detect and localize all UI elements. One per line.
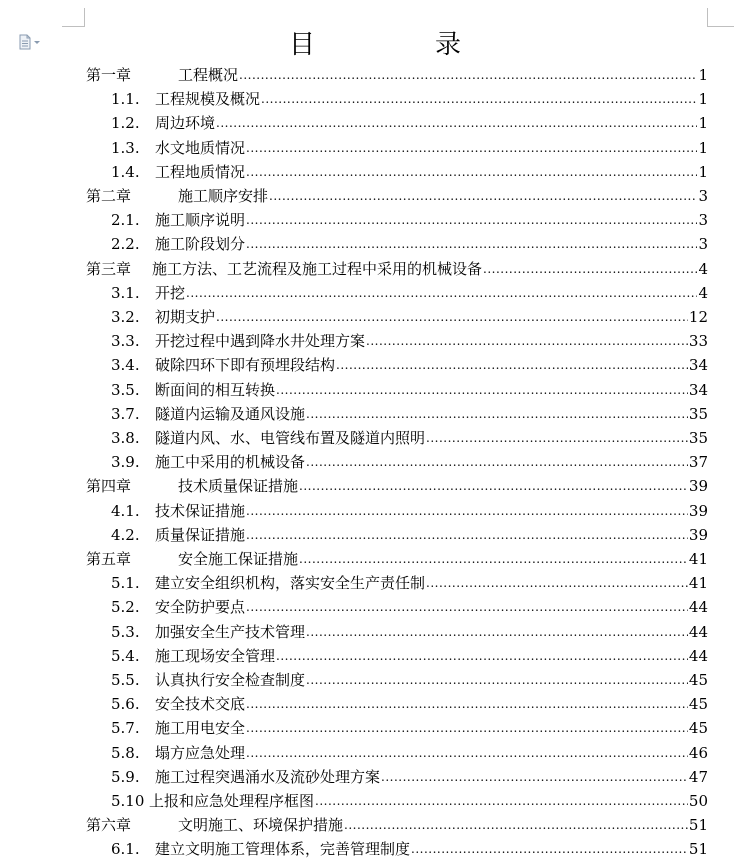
toc-dot-leader xyxy=(276,647,688,662)
toc-dot-leader xyxy=(344,816,688,831)
toc-entry-number: 1.1. xyxy=(111,90,140,109)
toc-entry-page: 41 xyxy=(688,574,708,593)
toc-entry-number: 第四章 xyxy=(86,477,132,496)
crop-mark-left xyxy=(62,8,85,27)
toc-entry-page: 1 xyxy=(698,138,708,157)
toc-section-entry[interactable] xyxy=(111,692,708,716)
toc-section-entry[interactable] xyxy=(111,281,708,305)
toc-entry-title: 上报和应急处理程序框图 xyxy=(149,792,315,810)
toc-section-entry[interactable] xyxy=(111,111,708,135)
toc-entry-number: 第一章 xyxy=(86,66,132,84)
toc-entry-title: 施工中采用的机械设备 xyxy=(155,453,306,472)
toc-entry-page: 45 xyxy=(688,671,708,689)
toc-entry-number: 4.2. xyxy=(111,525,140,544)
toc-dot-leader xyxy=(366,332,688,347)
toc-entry-number: 5.2. xyxy=(111,598,140,617)
toc-entry-page: 35 xyxy=(688,404,708,423)
toc-entry-page: 1 xyxy=(698,114,708,133)
toc-entry-title: 工程地质情况 xyxy=(155,162,246,181)
toc-chapter-entry[interactable] xyxy=(86,257,708,281)
toc-entry-page: 46 xyxy=(688,743,708,762)
toc-entry-number: 3.3. xyxy=(111,332,140,351)
toc-entry-page: 51 xyxy=(688,840,708,859)
toc-dot-leader xyxy=(239,66,697,81)
toc-entry-page: 33 xyxy=(688,332,708,351)
toc-section-entry[interactable] xyxy=(111,353,708,377)
toc-dot-leader xyxy=(336,356,688,371)
crop-mark-right xyxy=(707,8,734,27)
toc-entry-page: 51 xyxy=(688,816,708,835)
toc-entry-number: 5.6. xyxy=(111,695,140,714)
toc-entry-title: 断面间的相互转换 xyxy=(155,380,276,399)
toc-entry-title: 加强安全生产技术管理 xyxy=(155,622,306,641)
toc-entry-page: 45 xyxy=(688,695,708,714)
toc-entry-title: 隧道内运输及通风设施 xyxy=(155,404,306,423)
toc-entry-page: 12 xyxy=(688,308,708,326)
toc-section-entry[interactable] xyxy=(111,499,708,523)
toc-entry-number: 2.2. xyxy=(111,235,140,254)
toc-entry-page: 47 xyxy=(688,767,708,786)
toc-dot-leader xyxy=(261,90,697,105)
toc-entry-title: 隧道内风、水、电管线布置及隧道内照明 xyxy=(155,429,426,447)
toc-section-entry[interactable] xyxy=(111,208,708,232)
toc-entry-page: 39 xyxy=(688,501,708,520)
toc-entry-title: 安全施工保证措施 xyxy=(178,550,299,568)
toc-dot-leader xyxy=(426,429,688,444)
toc-entry-number: 第三章 xyxy=(86,259,132,278)
toc-entry-title: 技术质量保证措施 xyxy=(178,477,299,496)
toc-chapter-entry[interactable] xyxy=(86,813,708,837)
toc-entry-title: 施工过程突遇涌水及流砂处理方案 xyxy=(155,767,381,786)
toc-entry-page: 45 xyxy=(688,719,708,738)
toc-dot-leader xyxy=(483,260,697,275)
toc-section-entry[interactable] xyxy=(111,837,708,861)
toc-entry-number: 6.1. xyxy=(111,840,140,859)
toc-entry-number: 3.9. xyxy=(111,453,140,472)
toc-entry-number: 3.2. xyxy=(111,308,140,326)
toc-entry-title: 工程概况 xyxy=(178,66,239,84)
toc-dot-leader xyxy=(246,211,697,226)
toc-entry-number: 4.1. xyxy=(111,501,140,520)
toc-section-entry[interactable] xyxy=(111,620,708,644)
toc-chapter-entry[interactable] xyxy=(86,474,708,498)
toc-entry-number: 1.4. xyxy=(111,162,140,181)
toc-entry-number: 第二章 xyxy=(86,187,132,205)
toc-entry-number: 3.5. xyxy=(111,380,140,399)
toc-chapter-entry[interactable] xyxy=(86,547,708,571)
toc-dot-leader xyxy=(246,163,697,178)
toc-dot-leader xyxy=(306,671,688,686)
toc-dot-leader xyxy=(315,792,688,807)
toc-entry-page: 34 xyxy=(688,380,708,399)
toc-entry-title: 文明施工、环境保护措施 xyxy=(178,816,344,835)
toc-section-entry[interactable] xyxy=(111,232,708,256)
toc-entry-title: 施工现场安全管理 xyxy=(155,646,276,665)
toc-dot-leader xyxy=(246,235,697,250)
toc-entry-page: 44 xyxy=(688,598,708,617)
toc-section-entry[interactable] xyxy=(111,450,708,474)
toc-entry-title: 破除四环下即有预埋段结构 xyxy=(155,356,336,375)
toc-dot-leader xyxy=(246,695,688,710)
toc-section-entry[interactable] xyxy=(111,741,708,765)
toc-entry-title: 施工方法、工艺流程及施工过程中采用的机械设备 xyxy=(152,259,483,278)
toc-entry-page: 37 xyxy=(688,453,708,472)
toc-section-entry[interactable] xyxy=(111,402,708,426)
toc-dot-leader xyxy=(299,550,688,565)
toc-entry-number: 2.1. xyxy=(111,211,140,230)
toc-dot-leader xyxy=(276,381,688,396)
toc-entry-title: 开挖过程中遇到降水井处理方案 xyxy=(155,332,366,351)
toc-section-entry[interactable] xyxy=(111,160,708,184)
toc-section-entry[interactable] xyxy=(111,426,708,450)
toc-entry-number: 3.8. xyxy=(111,429,140,447)
toc-entry-number: 第六章 xyxy=(86,816,132,835)
toc-entry-page: 39 xyxy=(688,525,708,544)
toc-entry-number: 1.2. xyxy=(111,114,140,133)
toc-dot-leader xyxy=(246,719,688,734)
toc-section-entry[interactable] xyxy=(111,716,708,740)
toc-section-entry[interactable] xyxy=(111,765,708,789)
toc-title xyxy=(0,28,750,62)
toc-section-entry[interactable] xyxy=(111,595,708,619)
toc-entry-page: 50 xyxy=(688,792,708,810)
toc-entry-number: 3.1. xyxy=(111,283,140,302)
toc-entry-title: 周边环境 xyxy=(155,114,216,133)
toc-entry-title: 质量保证措施 xyxy=(155,525,246,544)
toc-section-entry[interactable] xyxy=(111,378,708,402)
toc-entry-title: 工程规模及概况 xyxy=(155,90,261,109)
toc-entry-title: 水文地质情况 xyxy=(155,138,246,157)
toc-entry-number: 3.4. xyxy=(111,356,140,375)
toc-entry-number: 5.8. xyxy=(111,743,140,762)
toc-entry-page: 44 xyxy=(688,646,708,665)
toc-chapter-entry[interactable] xyxy=(86,63,708,87)
toc-entry-title: 安全技术交底 xyxy=(155,695,246,714)
toc-entry-page: 3 xyxy=(698,187,708,205)
toc-entry-title: 认真执行安全检查制度 xyxy=(155,671,306,689)
toc-section-entry[interactable] xyxy=(111,523,708,547)
toc-entry-title: 开挖 xyxy=(155,283,186,302)
toc-title-right: 录 xyxy=(435,30,462,60)
toc-entry-number: 3.7. xyxy=(111,404,140,423)
toc-dot-leader xyxy=(246,744,688,759)
toc-dot-leader xyxy=(381,768,688,783)
toc-entry-page: 1 xyxy=(698,162,708,181)
toc-entry-page: 35 xyxy=(688,429,708,447)
toc-dot-leader xyxy=(306,405,688,420)
toc-section-entry[interactable] xyxy=(111,329,708,353)
toc-entry-page: 4 xyxy=(698,259,708,278)
toc-entry-number: 5.10 xyxy=(111,792,145,810)
toc-entry-title: 初期支护 xyxy=(155,308,216,326)
toc-entry-number: 5.4. xyxy=(111,646,140,665)
toc-entry-page: 39 xyxy=(688,477,708,496)
toc-dot-leader xyxy=(246,526,688,541)
toc-entry-number: 5.1. xyxy=(111,574,140,593)
toc-entry-page: 3 xyxy=(698,211,708,230)
toc-dot-leader xyxy=(299,477,688,492)
toc-entry-page: 1 xyxy=(698,66,708,84)
toc-entry-number: 1.3. xyxy=(111,138,140,157)
toc-dot-leader xyxy=(426,574,688,589)
toc-entry-number: 5.3. xyxy=(111,622,140,641)
toc-entry-page: 41 xyxy=(688,550,708,568)
toc-entry-title: 施工顺序说明 xyxy=(155,211,246,230)
toc-dot-leader xyxy=(246,502,688,517)
toc-section-entry[interactable] xyxy=(111,789,708,813)
toc-entry-number: 5.9. xyxy=(111,767,140,786)
toc-dot-leader xyxy=(306,453,688,468)
toc-dot-leader xyxy=(246,598,688,613)
toc-section-entry[interactable] xyxy=(111,571,708,595)
toc-entry-page: 1 xyxy=(698,90,708,109)
toc-dot-leader xyxy=(306,623,688,638)
toc-section-entry[interactable] xyxy=(111,87,708,111)
toc-entry-title: 安全防护要点 xyxy=(155,598,246,617)
toc-title-left: 目 xyxy=(288,30,315,60)
toc-entry-title: 施工阶段划分 xyxy=(155,235,246,254)
toc-entry-page: 34 xyxy=(688,356,708,375)
toc-chapter-entry[interactable] xyxy=(86,184,708,208)
toc-entry-title: 施工用电安全 xyxy=(155,719,246,738)
toc-entry-number: 第五章 xyxy=(86,550,132,568)
toc-dot-leader xyxy=(411,840,688,855)
toc-entry-page: 44 xyxy=(688,622,708,641)
toc-section-entry[interactable] xyxy=(111,668,708,692)
toc-entry-title: 塌方应急处理 xyxy=(155,743,246,762)
toc-dot-leader xyxy=(269,187,697,202)
toc-entry-title: 建立安全组织机构，落实安全生产责任制 xyxy=(155,574,426,593)
toc-section-entry[interactable] xyxy=(111,305,708,329)
toc-entry-page: 4 xyxy=(698,283,708,302)
toc-entry-number: 5.7. xyxy=(111,719,140,738)
toc-dot-leader xyxy=(186,284,697,299)
toc-entry-title: 技术保证措施 xyxy=(155,501,246,520)
toc-section-entry[interactable] xyxy=(111,136,708,160)
toc-entry-page: 3 xyxy=(698,235,708,254)
toc-entry-title: 建立文明施工管理体系，完善管理制度 xyxy=(155,840,411,859)
toc-dot-leader xyxy=(216,114,697,129)
toc-dot-leader xyxy=(216,308,688,323)
toc-dot-leader xyxy=(246,139,697,154)
toc-entry-title: 施工顺序安排 xyxy=(178,187,269,205)
toc-section-entry[interactable] xyxy=(111,644,708,668)
toc-entry-number: 5.5. xyxy=(111,671,140,689)
